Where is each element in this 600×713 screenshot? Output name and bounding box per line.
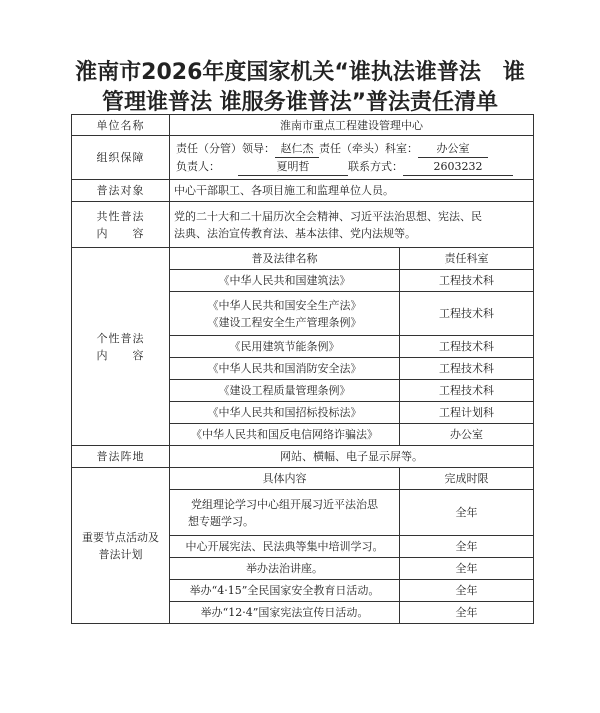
law-dept: 工程技术科 [400, 270, 534, 292]
law-name-line-2: 《建设工程安全生产管理条例》 [207, 315, 362, 329]
row-individual-header [72, 248, 534, 270]
col-content: 具体内容 [170, 468, 400, 490]
org-content [170, 136, 534, 180]
col-deadline: 完成时限 [400, 468, 534, 490]
document-title [0, 58, 600, 118]
law-name: 《中华人民共和国招标投标法》 [170, 402, 400, 424]
plan-content [170, 490, 400, 536]
contact-label: 联系方式： [348, 159, 403, 173]
plan-label-2: 普法计划 [98, 547, 143, 561]
individual-label [72, 248, 170, 446]
common-line-2: 法典、法治宣传教育法、基本法律、党内法规等。 [174, 226, 416, 240]
common-label [72, 202, 170, 248]
common-content [170, 202, 534, 248]
dept-label: 责任（牵头）科室： [319, 141, 418, 155]
plan-content: 举办法治讲座。 [170, 558, 400, 580]
law-dept: 工程技术科 [400, 358, 534, 380]
law-name [170, 292, 400, 336]
law-name: 《民用建筑节能条例》 [170, 336, 400, 358]
plan-content: 举办“4·15”全民国家安全教育日活动。 [170, 580, 400, 602]
law-name: 《建设工程质量管理条例》 [170, 380, 400, 402]
individual-label-1: 个性普法 [96, 331, 145, 345]
plan-deadline: 全年 [400, 602, 534, 624]
leader-label: 责任（分管）领导： [176, 141, 275, 155]
col-resp-dept: 责任科室 [400, 248, 534, 270]
plan-content: 中心开展宪法、民法典等集中培训学习。 [170, 536, 400, 558]
plan-content-line-1: 党组理论学习中心组开展习近平法治思 [191, 497, 378, 511]
plan-label [72, 468, 170, 624]
plan-content: 举办“12·4”国家宪法宣传日活动。 [170, 602, 400, 624]
law-dept: 工程技术科 [400, 336, 534, 358]
plan-deadline: 全年 [400, 536, 534, 558]
individual-label-2: 内 容 [96, 348, 145, 362]
law-dept: 工程技术科 [400, 380, 534, 402]
law-dept: 工程计划科 [400, 402, 534, 424]
law-name: 《中华人民共和国建筑法》 [170, 270, 400, 292]
row-base [72, 446, 534, 468]
contact-phone: 2603232 [403, 158, 513, 176]
person-label: 负责人： [176, 159, 220, 173]
plan-deadline: 全年 [400, 558, 534, 580]
row-plan-header [72, 468, 534, 490]
row-target [72, 180, 534, 202]
common-line-1: 党的二十大和二十届历次全会精神、习近平法治思想、宪法、民 [174, 209, 482, 223]
plan-content-line-2: 想专题学习。 [188, 514, 254, 528]
title-line-2: 管理谁普法 谁服务谁普法”普法责任清单 [101, 90, 499, 115]
law-name-line-1: 《中华人民共和国安全生产法》 [207, 298, 362, 312]
law-name: 《中华人民共和国消防安全法》 [170, 358, 400, 380]
law-dept: 工程技术科 [400, 292, 534, 336]
row-org [72, 136, 534, 180]
unit-label: 单位名称 [72, 115, 170, 136]
unit-value: 淮南市重点工程建设管理中心 [170, 115, 534, 136]
law-dept: 办公室 [400, 424, 534, 446]
common-label-1: 共性普法 [96, 209, 145, 223]
person-name: 夏明哲 [238, 158, 348, 176]
org-label: 组织保障 [72, 136, 170, 180]
row-unit [72, 115, 534, 136]
title-line-1: 淮南市2026年度国家机关“谁执法谁普法 谁 [75, 60, 525, 85]
col-law-name: 普及法律名称 [170, 248, 400, 270]
plan-deadline: 全年 [400, 490, 534, 536]
leader-name: 赵仁杰 [275, 140, 319, 158]
target-label: 普法对象 [72, 180, 170, 202]
law-name: 《中华人民共和国反电信网络诈骗法》 [170, 424, 400, 446]
responsibility-table [71, 114, 534, 624]
common-label-2: 内 容 [96, 226, 145, 240]
row-common [72, 202, 534, 248]
base-label: 普法阵地 [72, 446, 170, 468]
target-value: 中心干部职工、各项目施工和监理单位人员。 [170, 180, 534, 202]
plan-label-1: 重要节点活动及 [82, 530, 159, 544]
lead-dept: 办公室 [418, 140, 488, 158]
base-value: 网站、横幅、电子显示屏等。 [170, 446, 534, 468]
plan-deadline: 全年 [400, 580, 534, 602]
